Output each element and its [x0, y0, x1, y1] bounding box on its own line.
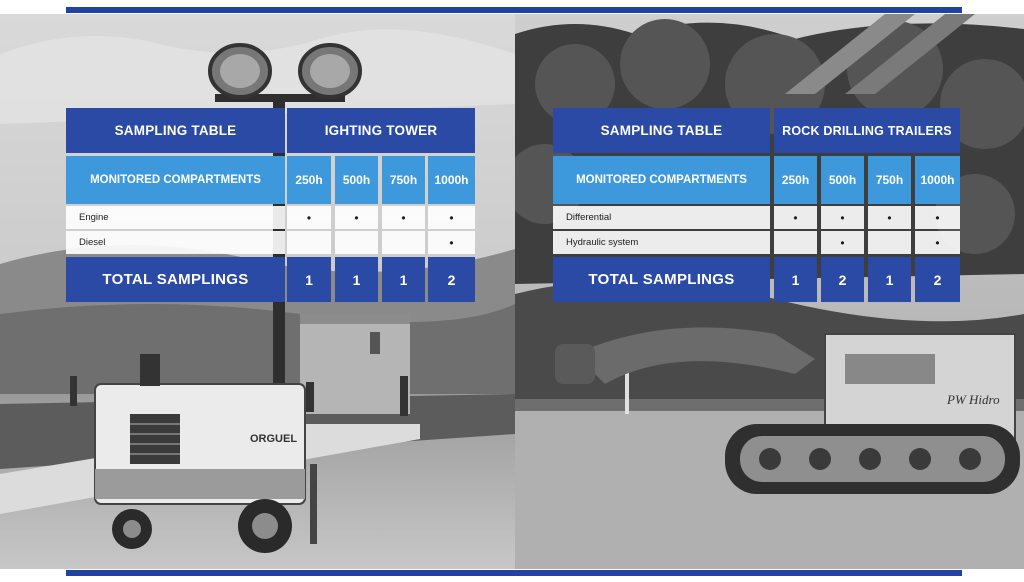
right-differential-mark-250: •	[774, 206, 817, 229]
top-accent-bar	[66, 7, 962, 13]
left-header-sampling-table: SAMPLING TABLE	[66, 108, 285, 153]
bottom-accent-bar	[66, 570, 962, 576]
left-engine-mark-750: •	[382, 206, 425, 229]
left-header-equipment: IGHTING TOWER	[287, 108, 475, 153]
left-total-750: 1	[382, 257, 425, 302]
left-total-samplings-label: TOTAL SAMPLINGS	[66, 257, 285, 302]
drill-brand-text: PW Hidro	[947, 392, 1000, 407]
right-total-500: 2	[821, 257, 864, 302]
right-differential-mark-750: •	[868, 206, 911, 229]
left-total-500: 1	[335, 257, 378, 302]
left-hour-1000: 1000h	[428, 156, 475, 204]
left-row-label-engine: Engine	[66, 206, 285, 229]
left-engine-mark-250: •	[287, 206, 331, 229]
right-hour-500: 500h	[821, 156, 864, 204]
left-hour-250: 250h	[287, 156, 331, 204]
left-hour-750: 750h	[382, 156, 425, 204]
lighting-tower-panel	[0, 14, 515, 569]
right-monitored-compartments: MONITORED COMPARTMENTS	[553, 156, 770, 204]
right-hydraulic-mark-1000: •	[915, 231, 960, 254]
generator-brand-text: ORGUEL	[250, 433, 298, 445]
left-diesel-mark-750	[382, 231, 425, 254]
right-hour-750: 750h	[868, 156, 911, 204]
right-row-label-differential: Differential	[553, 206, 770, 229]
left-total-250: 1	[287, 257, 331, 302]
right-hydraulic-mark-250	[774, 231, 817, 254]
rock-drilling-panel	[515, 14, 1024, 569]
right-row-label-hydraulic-system: Hydraulic system	[553, 231, 770, 254]
right-hydraulic-mark-500: •	[821, 231, 864, 254]
left-total-1000: 2	[428, 257, 475, 302]
right-total-samplings-label: TOTAL SAMPLINGS	[553, 257, 770, 302]
left-hour-500: 500h	[335, 156, 378, 204]
right-total-750: 1	[868, 257, 911, 302]
left-diesel-mark-250	[287, 231, 331, 254]
right-hydraulic-mark-750	[868, 231, 911, 254]
right-hour-250: 250h	[774, 156, 817, 204]
left-engine-mark-500: •	[335, 206, 378, 229]
right-total-1000: 2	[915, 257, 960, 302]
right-header-equipment: ROCK DRILLING TRAILERS	[774, 108, 960, 153]
left-engine-mark-1000: •	[428, 206, 475, 229]
right-hour-1000: 1000h	[915, 156, 960, 204]
right-total-250: 1	[774, 257, 817, 302]
left-monitored-compartments: MONITORED COMPARTMENTS	[66, 156, 285, 204]
left-diesel-mark-500	[335, 231, 378, 254]
right-differential-mark-1000: •	[915, 206, 960, 229]
right-differential-mark-500: •	[821, 206, 864, 229]
left-diesel-mark-1000: •	[428, 231, 475, 254]
right-header-sampling-table: SAMPLING TABLE	[553, 108, 770, 153]
left-row-label-diesel: Diesel	[66, 231, 285, 254]
